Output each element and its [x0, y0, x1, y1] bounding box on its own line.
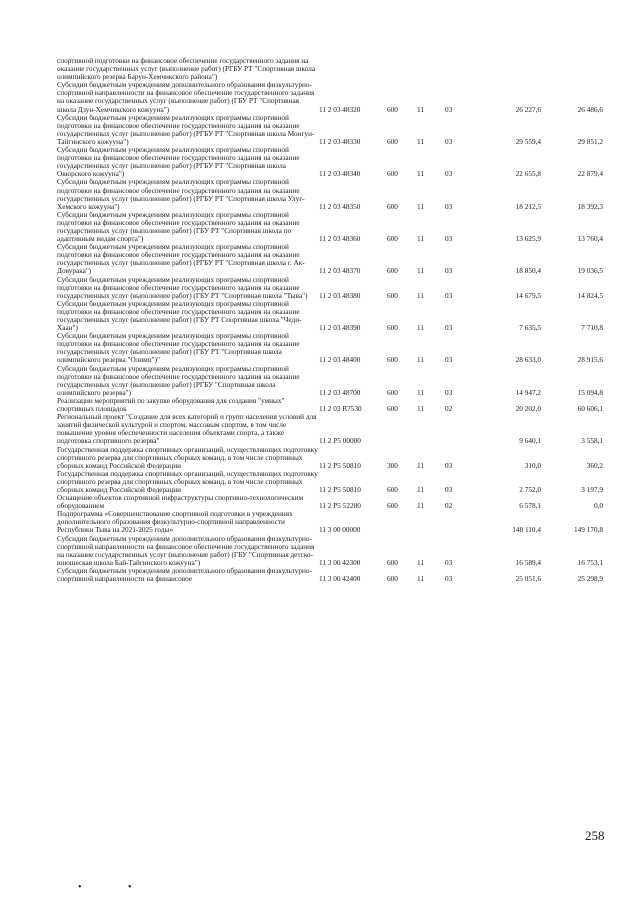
- row-expense-type: 600: [387, 291, 398, 300]
- row-subsection: 03: [445, 202, 453, 211]
- row-subsection: 03: [445, 356, 453, 365]
- row-section: 11: [417, 235, 424, 244]
- row-description: Государственная поддержка спортивных организаций, осуществляющих подготовку спортивного резерва для спортивных сборных команд, в том числе спортивных сборных команд Российской Федерации: [57, 469, 318, 494]
- row-description: Субсидии бюджетным учреждениям реализующих программы спортивной подготовки на финансовое обеспечение государственного задания на оказание государственных услуг (выполнение работ) (ГБУ РТ "Спортивная школа по адаптивным видам спорта"): [57, 210, 300, 244]
- row-expense-type: 600: [387, 170, 398, 179]
- row-subsection: 03: [445, 485, 453, 494]
- row-target-code: 11 2 03 48370: [319, 267, 361, 276]
- budget-table: [57, 57, 603, 583]
- row-amount-year-2: 26 486,6: [577, 105, 603, 114]
- row-description: Субсидии бюджетным учреждениям реализующих программы спортивной подготовки на финансовое обеспечение государственного задания на оказание государственных услуг (выполнение работ) (РГБУ РТ "Спортивная школа Овюрского кожууна"): [57, 146, 300, 179]
- row-amount-year-1: 7 635,5: [519, 324, 541, 333]
- row-amount-year-2: 15 094,8: [577, 388, 603, 397]
- table-row: [57, 300, 603, 332]
- row-description: Реализации мероприятий по закупке оборудования для создания "умных" спортивных площадок: [57, 396, 285, 414]
- row-description: Субсидии бюджетным учреждениям реализующих программы спортивной подготовки на финансовое обеспечение государственного задания на оказание государственных услуг (выполнение работ) (РГБУ "Спортивная школа олимпийского резерва"): [57, 364, 300, 397]
- row-amount-year-2: 14 824,5: [577, 291, 603, 300]
- page-number: 258: [585, 828, 605, 843]
- table-row: [57, 446, 603, 470]
- row-section: 11: [417, 575, 424, 583]
- row-amount-year-1: 13 625,9: [515, 235, 541, 244]
- row-section: 11: [417, 461, 424, 470]
- row-subsection: 03: [445, 558, 453, 567]
- table-row: [57, 211, 603, 243]
- scan-marks: • •: [78, 882, 154, 893]
- row-amount-year-1: 6 578,1: [519, 502, 541, 511]
- row-subsection: [445, 413, 483, 445]
- row-amount-year-1: 26 227,6: [515, 105, 541, 114]
- row-subsection: 03: [445, 324, 453, 333]
- row-amount-year-1: 310,0: [524, 461, 541, 470]
- table-row: [57, 510, 603, 534]
- row-target-code: 11 2 03 48320: [319, 105, 361, 114]
- row-amount-year-1: [483, 57, 541, 81]
- row-target-code: 11 2 P5 50810: [319, 461, 361, 470]
- row-amount-year-1: 14 947,2: [515, 388, 541, 397]
- row-target-code: 11 2 03 48390: [319, 324, 361, 333]
- row-subsection: 03: [445, 170, 453, 179]
- row-expense-type: 600: [387, 405, 398, 414]
- row-subsection: 02: [445, 502, 453, 511]
- row-amount-year-2: 22 879,4: [577, 170, 603, 179]
- row-amount-year-2: 18 392,3: [577, 202, 603, 211]
- row-amount-year-1: 25 051,6: [515, 575, 541, 583]
- row-section: 11: [417, 502, 424, 511]
- row-section: 11: [417, 485, 424, 494]
- row-amount-year-1: 20 202,0: [515, 405, 541, 414]
- row-amount-year-2: 28 915,6: [577, 356, 603, 365]
- row-expense-type: 600: [387, 235, 398, 244]
- row-section: 11: [417, 202, 424, 211]
- row-section: 11: [417, 405, 424, 414]
- row-description: Субсидии бюджетным учреждениям реализующих программы спортивной подготовки на финансовое обеспечение государственного задания на оказание государственных услуг (выполнение работ) (РГБУ РТ "Спортивная школа Монгун-Тайгинского кожууна"): [57, 113, 315, 146]
- row-amount-year-2: 13 760,4: [577, 235, 603, 244]
- row-description: Субсидии бюджетным учреждениям дополнительного образования физкультурно-спортивной направленности на финансовое обеспечение государственного задания на оказание государственных услуг (выполнение работ) (ГБУ "Спортивная детско-юношеская школа Бай-Тайгинского кожууна"): [57, 534, 315, 567]
- row-description: Субсидии бюджетным учреждениям дополнительного образования физкультурно-спортивной направленности на финансовое обеспечение государственного задания на оказание государственных услуг (выполнение работ) (ГБУ РТ "Спортивная школа Дзун-Хемчикского кожууна"): [57, 81, 315, 114]
- row-subsection: [445, 57, 483, 81]
- row-description: Государственная поддержка спортивных организаций, осуществляющих подготовку спортивного резерва для спортивных сборных команд, в том числе спортивных сборных команд Российской Федерации: [57, 445, 318, 470]
- table-row: [57, 146, 603, 178]
- row-expense-type: 600: [387, 324, 398, 333]
- row-section: 11: [417, 170, 424, 179]
- row-subsection: 03: [445, 575, 453, 583]
- row-amount-year-1: 29 559,4: [515, 137, 541, 146]
- budget-table-body: [57, 57, 603, 583]
- row-subsection: 03: [445, 291, 453, 300]
- row-expense-type: 600: [387, 105, 398, 114]
- row-subsection: [445, 510, 483, 534]
- row-expense-type: 600: [387, 202, 398, 211]
- row-expense-type: 600: [387, 267, 398, 276]
- row-expense-type: 600: [387, 575, 398, 583]
- row-target-code: 11 2 P5 52280: [319, 502, 361, 511]
- table-row: [57, 57, 603, 81]
- row-section: 11: [417, 388, 424, 397]
- row-target-code: 11 2 03 48380: [319, 291, 361, 300]
- table-row: [57, 243, 603, 275]
- row-target-code: [319, 57, 387, 81]
- row-expense-type: [387, 413, 417, 445]
- row-amount-year-1: 28 633,0: [515, 356, 541, 365]
- table-row: [57, 332, 603, 364]
- table-row: [57, 470, 603, 494]
- row-amount-year-2: 3 558,1: [581, 437, 603, 446]
- row-subsection: 03: [445, 105, 453, 114]
- row-amount-year-2: 60 606,1: [577, 405, 603, 414]
- row-amount-year-1: 16 589,4: [515, 558, 541, 567]
- table-row: [57, 397, 603, 413]
- row-expense-type: [387, 57, 417, 81]
- row-amount-year-2: 29 851,2: [577, 137, 603, 146]
- row-description: спортивной подготовки на финансовое обеспечение государственного задания на оказание государственных услуг (выполнение работ) (РГБУ РТ "Спортивная школа олимпийского резерва Барун-Хемчикского района"): [57, 57, 316, 82]
- row-description: Субсидии бюджетным учреждениям реализующих программы спортивной подготовки на финансовое обеспечение государственного задания на оказание государственных услуг (выполнение работ) (РГБУ РТ "Спортивная школа Улуг-Хемского кожууна"): [57, 178, 305, 211]
- row-subsection: 03: [445, 235, 453, 244]
- row-description: Оснащение объектов спортивной инфраструктуры спортивно-технологическим оборудованием: [57, 494, 304, 511]
- row-expense-type: 600: [387, 558, 398, 567]
- row-description: Субсидии бюджетным учреждениям реализующих программы спортивной подготовки на финансовое обеспечение государственного задания на оказание государственных услуг (выполнение работ) (ГБУ РТ "Спортивная школа олимпийского резерва "Олимп")": [57, 332, 300, 365]
- row-section: [417, 510, 445, 534]
- row-description: Субсидии бюджетным учреждениям дополнительного образования физкультурно-спортивной направленности на финансовое: [57, 566, 312, 583]
- row-section: 11: [417, 356, 424, 365]
- row-subsection: 02: [445, 405, 453, 414]
- table-row: [57, 276, 603, 300]
- row-target-code: 11 2 03 48340: [319, 170, 361, 179]
- row-expense-type: 600: [387, 137, 398, 146]
- row-target-code: 11 2 03 R7530: [319, 405, 362, 414]
- row-amount-year-2: 3 197,9: [581, 485, 603, 494]
- row-amount-year-2: 19 036,5: [577, 267, 603, 276]
- row-section: 11: [417, 267, 424, 276]
- row-target-code: 11 2 03 48330: [319, 137, 361, 146]
- row-subsection: 03: [445, 267, 453, 276]
- table-row: [57, 413, 603, 445]
- row-target-code: 11 2 P5 00000: [319, 437, 361, 446]
- row-section: 11: [417, 291, 424, 300]
- row-expense-type: 600: [387, 356, 398, 365]
- row-expense-type: 600: [387, 502, 398, 511]
- row-target-code: 11 2 03 48700: [319, 388, 361, 397]
- row-amount-year-2: 16 753,1: [577, 558, 603, 567]
- row-amount-year-2: 7 710,8: [581, 324, 603, 333]
- row-amount-year-1: 18 212,5: [515, 202, 541, 211]
- row-target-code: 11 3 00 00000: [319, 526, 361, 535]
- row-expense-type: [387, 510, 417, 534]
- row-amount-year-2: [541, 57, 603, 81]
- row-target-code: 11 2 03 48360: [319, 235, 361, 244]
- row-subsection: 03: [445, 388, 453, 397]
- row-amount-year-1: 9 640,1: [519, 437, 541, 446]
- row-description: Субсидии бюджетным учреждениям реализующих программы спортивной подготовки на финансовое обеспечение государственного задания на оказание государственных услуг (выполнение работ) (ГБУ РТ Спортивная школа "Чеди-Хаан"): [57, 299, 302, 333]
- row-amount-year-1: 148 110,4: [512, 526, 541, 535]
- row-amount-year-1: 22 655,8: [515, 170, 541, 179]
- table-row: [57, 535, 603, 567]
- row-section: 11: [417, 558, 424, 567]
- row-section: 11: [417, 137, 424, 146]
- table-row: [57, 494, 603, 510]
- row-expense-type: 300: [387, 461, 398, 470]
- row-subsection: 03: [445, 461, 453, 470]
- table-row: [57, 114, 603, 146]
- row-amount-year-1: 14 679,5: [515, 291, 541, 300]
- row-description: Субсидии бюджетным учреждениям реализующих программы спортивной подготовки на финансовое обеспечение государственного задания на оказание государственных услуг (выполнение работ) (РГБУ РТ "Спортивная школа г. Ак-Довурака"): [57, 243, 305, 276]
- row-expense-type: 600: [387, 485, 398, 494]
- row-section: 11: [417, 105, 424, 114]
- row-target-code: 11 2 P5 50810: [319, 485, 361, 494]
- row-amount-year-1: 2 752,0: [519, 485, 541, 494]
- row-target-code: 11 2 03 48400: [319, 356, 361, 365]
- row-amount-year-2: 149 170,8: [574, 526, 603, 535]
- row-section: 11: [417, 324, 424, 333]
- row-target-code: 11 3 00 42400: [319, 575, 361, 583]
- row-section: [417, 413, 445, 445]
- row-description: Субсидии бюджетным учреждениям реализующих программы спортивной подготовки на финансовое обеспечение государственного задания на оказание государственных услуг (выполнение работ) (ГБУ РТ "Спортивная школа "Тыва"): [57, 275, 308, 300]
- row-amount-year-2: 0,0: [593, 502, 603, 511]
- table-row: [57, 365, 603, 397]
- row-expense-type: 600: [387, 388, 398, 397]
- row-section: [417, 57, 445, 81]
- row-amount-year-2: 25 298,9: [577, 575, 603, 583]
- row-description: Подпрограмма «Совершенствование спортивной подготовки в учреждениях дополнительного образования физкультурно-спортивной направленности Республики Тыва на 2021-2025 годы»: [57, 510, 293, 535]
- table-row: [57, 178, 603, 210]
- row-amount-year-2: 360,2: [586, 461, 603, 470]
- row-subsection: 03: [445, 137, 453, 146]
- table-row: [57, 81, 603, 113]
- row-target-code: 11 3 00 42300: [319, 558, 361, 567]
- row-amount-year-1: 18 850,4: [515, 267, 541, 276]
- table-row: [57, 567, 603, 583]
- row-description: Региональный проект "Создание для всех категорий и групп населения условий для занятий физической культурой и спортом, массовым спортом, в том числе повышение уровня обеспеченности населения объектами спорта, а также подготовка спортивного резерва": [57, 413, 317, 446]
- row-target-code: 11 2 03 48350: [319, 202, 361, 211]
